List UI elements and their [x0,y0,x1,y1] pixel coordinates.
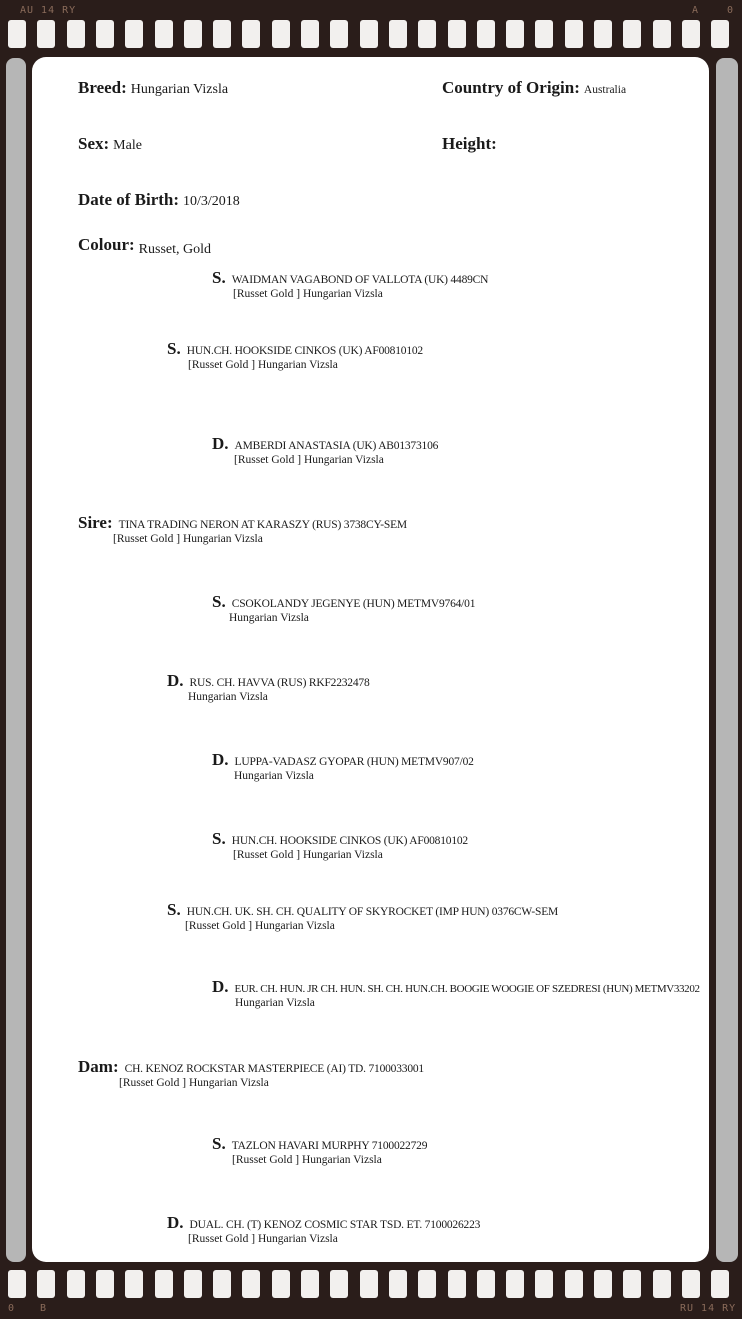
film-code-bottom-left: B [40,1303,48,1314]
sprocket-hole [184,1270,202,1298]
sprocket-hole [711,20,729,48]
sprocket-hole [155,20,173,48]
ancestor-sire-dam-dam [212,750,474,782]
sex-value: Male [113,138,142,153]
dam-label: Dam: [78,1057,119,1076]
sprocket-hole [37,1270,55,1298]
sprocket-hole [301,1270,319,1298]
sprocket-hole [594,1270,612,1298]
sprocket-hole [594,20,612,48]
ancestor-description: [Russet Gold ] Hungarian Vizsla [233,288,383,300]
colour-value: Russet, Gold [138,242,212,257]
sire-label: Sire: [78,513,113,532]
sprocket-hole [96,20,114,48]
sprocket-hole [272,1270,290,1298]
sprocket-hole [535,1270,553,1298]
ancestor-name: TAZLON HAVARI MURPHY 7100022729 [231,1140,428,1152]
ancestor-code: D. [212,434,229,453]
dam-name: CH. KENOZ ROCKSTAR MASTERPIECE (AI) TD. 7100033001 [124,1063,424,1075]
ancestor-sire-dam-sire [212,592,475,624]
sprocket-hole [711,1270,729,1298]
pedigree-document [32,57,709,1262]
dob-label: Date of Birth: [78,190,180,209]
ancestor-description: Hungarian Vizsla [235,997,315,1009]
sprocket-hole [8,1270,26,1298]
ancestor-description: Hungarian Vizsla [229,612,309,624]
ancestor-code: D. [212,977,229,996]
ancestor-code: D. [212,750,229,769]
sprocket-hole [477,1270,495,1298]
sire-entry [78,513,407,545]
dob-row [78,190,240,210]
sire-name: TINA TRADING NERON AT KARASZY (RUS) 3738CY-SEM [118,519,407,531]
country-row [442,78,626,98]
sprocket-hole [623,1270,641,1298]
ancestor-name: AMBERDI ANASTASIA (UK) AB01373106 [234,440,439,452]
sprocket-hole [418,20,436,48]
ancestor-name: EUR. CH. HUN. JR CH. HUN. SH. CH. HUN.CH. BOOGIE WOOGIE OF SZEDRESI (HUN) METMV33202 [234,983,700,995]
breed-value: Hungarian Vizsla [130,82,229,97]
sprocket-hole [506,1270,524,1298]
ancestor-description: [Russet Gold ] Hungarian Vizsla [233,849,383,861]
dam-description: [Russet Gold ] Hungarian Vizsla [119,1077,269,1089]
ancestor-name: LUPPA-VADASZ GYOPAR (HUN) METMV907/02 [234,756,474,768]
sprocket-hole [125,20,143,48]
ancestor-dam-sire [167,900,558,932]
ancestor-name: WAIDMAN VAGABOND OF VALLOTA (UK) 4489CN [231,274,489,286]
film-edge-right [716,58,738,1262]
sprocket-hole [389,20,407,48]
sprocket-hole [360,20,378,48]
ancestor-name: HUN.CH. HOOKSIDE CINKOS (UK) AF00810102 [231,835,468,847]
ancestor-name: CSOKOLANDY JEGENYE (HUN) METMV9764/01 [231,598,476,610]
ancestor-dam-dam-sire [212,1134,427,1166]
sprocket-hole [448,1270,466,1298]
sprocket-hole [448,20,466,48]
sprocket-hole [682,1270,700,1298]
film-num-bottom-left: 0 [8,1303,16,1314]
colour-row [78,235,211,255]
sprocket-hole [213,20,231,48]
sprocket-hole [653,20,671,48]
ancestor-dam-sire-dam [212,977,700,1009]
ancestor-sire-sire-dam [212,434,438,466]
ancestor-dam-dam [167,1213,480,1245]
ancestor-name: HUN.CH. HOOKSIDE CINKOS (UK) AF00810102 [186,345,423,357]
ancestor-description: [Russet Gold ] Hungarian Vizsla [185,920,335,932]
breed-row [78,78,228,98]
sprocket-hole [67,1270,85,1298]
sprocket-hole [37,20,55,48]
ancestor-code: D. [167,671,184,690]
film-code-top-left: AU 14 RY [20,5,77,16]
breed-label: Breed: [78,78,127,97]
sprocket-hole [330,20,348,48]
sprocket-hole [184,20,202,48]
ancestor-description: Hungarian Vizsla [234,770,314,782]
ancestor-sire-dam [167,671,370,703]
sprocket-hole [623,20,641,48]
ancestor-name: RUS. CH. HAVVA (RUS) RKF2232478 [189,677,370,689]
ancestor-code: S. [212,1134,226,1153]
ancestor-code: S. [212,268,226,287]
ancestor-description: [Russet Gold ] Hungarian Vizsla [188,1233,338,1245]
film-num-top-right: 0 [727,5,735,16]
sprocket-row-bottom [0,1270,742,1298]
sprocket-hole [653,1270,671,1298]
sprocket-hole [96,1270,114,1298]
ancestor-code: S. [167,339,181,358]
sprocket-hole [301,20,319,48]
sprocket-hole [418,1270,436,1298]
sprocket-hole [330,1270,348,1298]
ancestor-dam-sire-sire [212,829,468,861]
sprocket-row-top [0,20,742,48]
height-label: Height: [442,134,497,153]
height-row [442,134,497,154]
colour-label: Colour: [78,235,135,254]
ancestor-name: DUAL. CH. (T) KENOZ COSMIC STAR TSD. ET. 7100026223 [189,1219,481,1231]
sprocket-hole [213,1270,231,1298]
sprocket-hole [8,20,26,48]
sprocket-hole [155,1270,173,1298]
film-code-bottom-right: RU 14 RY [680,1303,737,1314]
sire-description: [Russet Gold ] Hungarian Vizsla [113,533,263,545]
country-label: Country of Origin: [442,78,580,97]
sprocket-hole [67,20,85,48]
sprocket-hole [125,1270,143,1298]
country-value: Australia [583,84,627,96]
dob-value: 10/3/2018 [183,194,240,209]
sprocket-hole [535,20,553,48]
sprocket-hole [506,20,524,48]
ancestor-sire-sire-sire [212,268,488,300]
ancestor-description: [Russet Gold ] Hungarian Vizsla [188,359,338,371]
ancestor-code: D. [167,1213,184,1232]
sex-label: Sex: [78,134,110,153]
ancestor-description: Hungarian Vizsla [188,691,268,703]
sprocket-hole [565,1270,583,1298]
ancestor-code: S. [212,592,226,611]
ancestor-name: HUN.CH. UK. SH. CH. QUALITY OF SKYROCKET (IMP HUN) 0376CW-SEM [186,906,559,918]
sprocket-hole [682,20,700,48]
sprocket-hole [272,20,290,48]
sprocket-hole [389,1270,407,1298]
sprocket-hole [360,1270,378,1298]
ancestor-description: [Russet Gold ] Hungarian Vizsla [234,454,384,466]
film-code-top-right: A [692,5,700,16]
ancestor-code: S. [212,829,226,848]
sex-row [78,134,142,154]
sprocket-hole [242,20,260,48]
sprocket-hole [242,1270,260,1298]
film-edge-left [6,58,26,1262]
sprocket-hole [477,20,495,48]
ancestor-description: [Russet Gold ] Hungarian Vizsla [232,1154,382,1166]
ancestor-code: S. [167,900,181,919]
dam-entry [78,1057,424,1089]
ancestor-sire-sire [167,339,423,371]
sprocket-hole [565,20,583,48]
